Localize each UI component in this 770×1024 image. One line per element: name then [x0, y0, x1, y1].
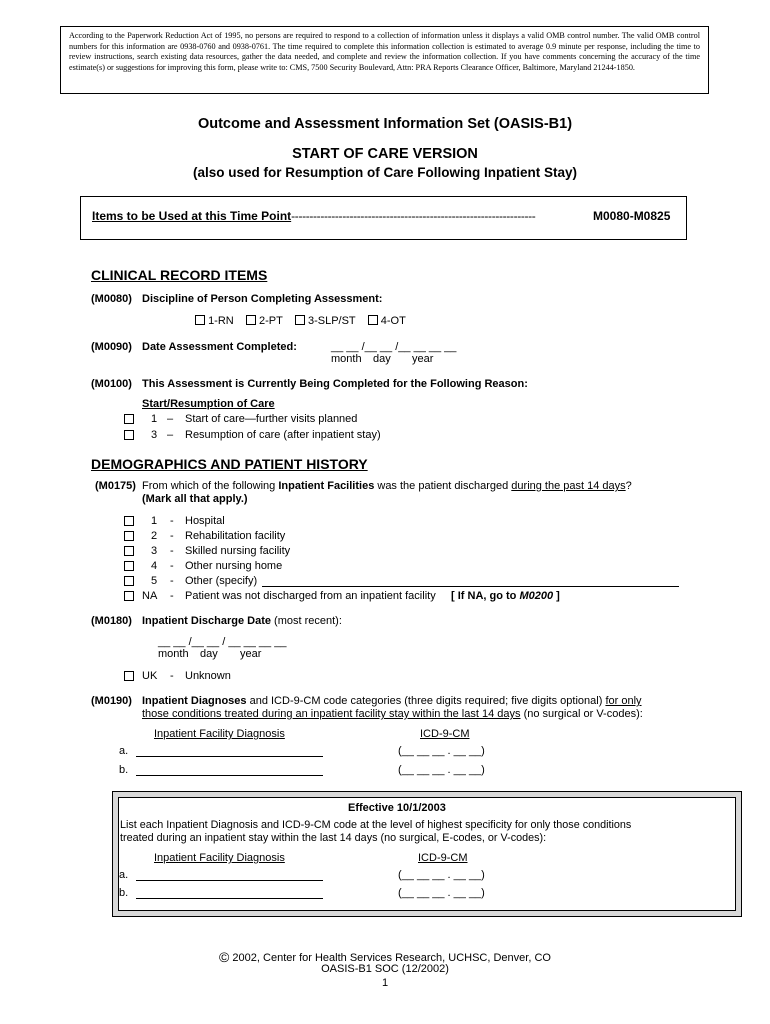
question-text: and ICD-9-CM code categories (three digits required; five digits optional) [246, 695, 606, 707]
m0090-question: Date Assessment Completed: [142, 341, 297, 353]
m0180-year-label: year [240, 648, 262, 660]
checkbox[interactable] [124, 546, 134, 556]
question-emphasis: Inpatient Diagnoses [142, 695, 247, 707]
option-dash: - [170, 590, 174, 602]
checkbox[interactable] [246, 315, 256, 325]
demographics-heading: DEMOGRAPHICS AND PATIENT HISTORY [91, 456, 368, 472]
effective-line2: treated during an inpatient stay within the last 14 days (no surgical, E-codes, or V-codes): [120, 832, 547, 844]
checkbox[interactable] [124, 576, 134, 586]
option-number: 5 [151, 575, 158, 587]
timepoint-label: Items to be Used at this Time Point [92, 209, 292, 223]
skip-text: [ If NA, go to [451, 590, 520, 602]
m0080-options [195, 315, 406, 327]
icd-code-blank[interactable]: (__ __ __ . __ __) [398, 869, 485, 881]
option-dash: - [170, 575, 174, 587]
question-text: was the patient discharged [374, 480, 512, 492]
option-label: Skilled nursing facility [185, 545, 291, 557]
skip-target: M0200 [519, 590, 554, 602]
footer-form-id: OASIS-B1 SOC (12/2002) [321, 963, 449, 975]
specify-line[interactable] [262, 586, 679, 587]
copyright-icon: © [219, 949, 230, 965]
m0090-year-label: year [412, 353, 434, 365]
option-dash: – [167, 413, 174, 425]
option-dash: - [170, 530, 174, 542]
m0175-question [142, 480, 632, 492]
icd-column-header: ICD-9-CM [420, 728, 470, 740]
question-text: (no surgical or V-codes): [520, 708, 643, 720]
timepoint-range: M0080-M0825 [593, 209, 671, 223]
m0190-question-line2 [142, 708, 643, 720]
option-label: 1-RN [208, 315, 234, 327]
checkbox[interactable] [124, 516, 134, 526]
m0180-date-blanks[interactable]: __ __ /__ __ / __ __ __ __ [158, 636, 287, 648]
option-number: 1 [151, 413, 158, 425]
question-underline: for only [605, 695, 642, 707]
option-number: NA [142, 590, 158, 602]
m0180-day-label: day [200, 648, 218, 660]
question-emphasis: Inpatient Facilities [278, 480, 375, 492]
m0190-question-line1 [142, 695, 642, 707]
checkbox[interactable] [124, 414, 134, 424]
diagnosis-input-line[interactable] [136, 756, 323, 757]
icd-code-blank[interactable]: (__ __ __ . __ __) [398, 745, 485, 757]
checkbox[interactable] [124, 591, 134, 601]
checkbox[interactable] [124, 671, 134, 681]
option-number: 3 [151, 545, 158, 557]
option-label: 3-SLP/ST [307, 315, 356, 327]
icd-column-header: ICD-9-CM [418, 852, 468, 864]
na-skip-instruction [451, 590, 560, 602]
form-subtitle-note: (also used for Resumption of Care Following Inpatient Stay) [192, 165, 578, 180]
m0080-code: (M0080) [91, 293, 132, 305]
row-label: a. [119, 869, 129, 881]
effective-line1: List each Inpatient Diagnosis and ICD-9-CM code at the level of highest specificity for only those conditions [120, 819, 632, 831]
row-label: a. [119, 745, 129, 757]
m0090-code: (M0090) [91, 341, 132, 353]
diagnosis-input-line[interactable] [136, 898, 323, 899]
option-number: UK [142, 670, 158, 682]
clinical-heading: CLINICAL RECORD ITEMS [91, 267, 268, 283]
question-underline: during the past 14 days [511, 480, 626, 492]
m0180-question [142, 615, 342, 627]
option-label: Other nursing home [185, 560, 283, 572]
question-emphasis: Inpatient Discharge Date [142, 615, 271, 627]
page-number: 1 [381, 977, 389, 989]
diagnosis-input-line[interactable] [136, 775, 323, 776]
m0090-day-label: day [373, 353, 391, 365]
diagnosis-column-header: Inpatient Facility Diagnosis [154, 852, 285, 864]
m0190-code: (M0190) [91, 695, 132, 707]
effective-title: Effective 10/1/2003 [348, 802, 446, 814]
checkbox[interactable] [124, 531, 134, 541]
row-label: b. [119, 887, 129, 899]
m0175-code: (M0175) [95, 480, 136, 492]
timepoint-row [92, 209, 535, 223]
option-number: 3 [151, 429, 158, 441]
question-text: ? [625, 480, 632, 492]
m0100-group-label: Start/Resumption of Care [142, 398, 275, 410]
option-dash: - [170, 670, 174, 682]
skip-text: ] [553, 590, 560, 602]
option-label: Rehabilitation facility [185, 530, 286, 542]
form-subtitle-version: START OF CARE VERSION [292, 146, 478, 162]
m0175-instruction: (Mark all that apply.) [142, 493, 248, 505]
option-label: Resumption of care (after inpatient stay) [185, 429, 381, 441]
checkbox[interactable] [124, 561, 134, 571]
option-dash: - [170, 515, 174, 527]
option-number: 2 [151, 530, 158, 542]
option-number: 4 [151, 560, 158, 572]
option-dash: – [167, 429, 174, 441]
option-dash: - [170, 545, 174, 557]
question-underline: those conditions treated during an inpatient facility stay within the last 14 days [142, 708, 521, 720]
option-label: Other (specify) [185, 575, 258, 587]
checkbox[interactable] [368, 315, 378, 325]
m0090-date-blanks[interactable]: __ __ /__ __ /__ __ __ __ [331, 341, 457, 353]
icd-code-blank[interactable]: (__ __ __ . __ __) [398, 764, 485, 776]
timepoint-dashes: ------------------------------------------------------------------- [291, 209, 536, 223]
m0180-code: (M0180) [91, 615, 132, 627]
m0100-code: (M0100) [91, 378, 132, 390]
option-number: 1 [151, 515, 158, 527]
icd-code-blank[interactable]: (__ __ __ . __ __) [398, 887, 485, 899]
question-text: From which of the following [142, 480, 279, 492]
m0090-month-label: month [331, 353, 362, 365]
m0080-question: Discipline of Person Completing Assessment: [142, 293, 383, 305]
option-label: Hospital [185, 515, 225, 527]
question-text: (most recent): [270, 615, 342, 627]
option-label: 4-OT [380, 315, 406, 327]
option-label: Unknown [185, 670, 231, 682]
option-label: 2-PT [259, 315, 283, 327]
m0180-month-label: month [158, 648, 189, 660]
checkbox[interactable] [295, 315, 305, 325]
paperwork-notice: According to the Paperwork Reduction Act of 1995, no persons are required to respond to a collection of information unless it displays a valid OMB control number. The valid OMB control numbers for this information are 0938-0760 and 0938-0761. The time required to complete this information collection is estimated to average 0.9 minute per response, including the time to review instructions, search existing data resources, gather the data needed, and complete and review the information collection. If you have comments concerning the accuracy of the time estimate(s) or suggestions for improving this form, please write to: CMS, 7500 Security Boulevard, Attn: PRA Reports Clearance Officer, Baltimore, Maryland 21244-1850. [60, 26, 709, 94]
option-label: Start of care—further visits planned [185, 413, 358, 425]
checkbox[interactable] [124, 430, 134, 440]
option-dash: - [170, 560, 174, 572]
copyright-text: 2002, Center for Health Services Research, UCHSC, Denver, CO [229, 952, 551, 964]
diagnosis-input-line[interactable] [136, 880, 323, 881]
m0100-question: This Assessment is Currently Being Completed for the Following Reason: [142, 378, 528, 390]
option-label: Patient was not discharged from an inpatient facility [185, 590, 436, 602]
diagnosis-column-header: Inpatient Facility Diagnosis [154, 728, 285, 740]
checkbox[interactable] [195, 315, 205, 325]
form-title: Outcome and Assessment Information Set (OASIS-B1) [197, 116, 573, 132]
row-label: b. [119, 764, 129, 776]
